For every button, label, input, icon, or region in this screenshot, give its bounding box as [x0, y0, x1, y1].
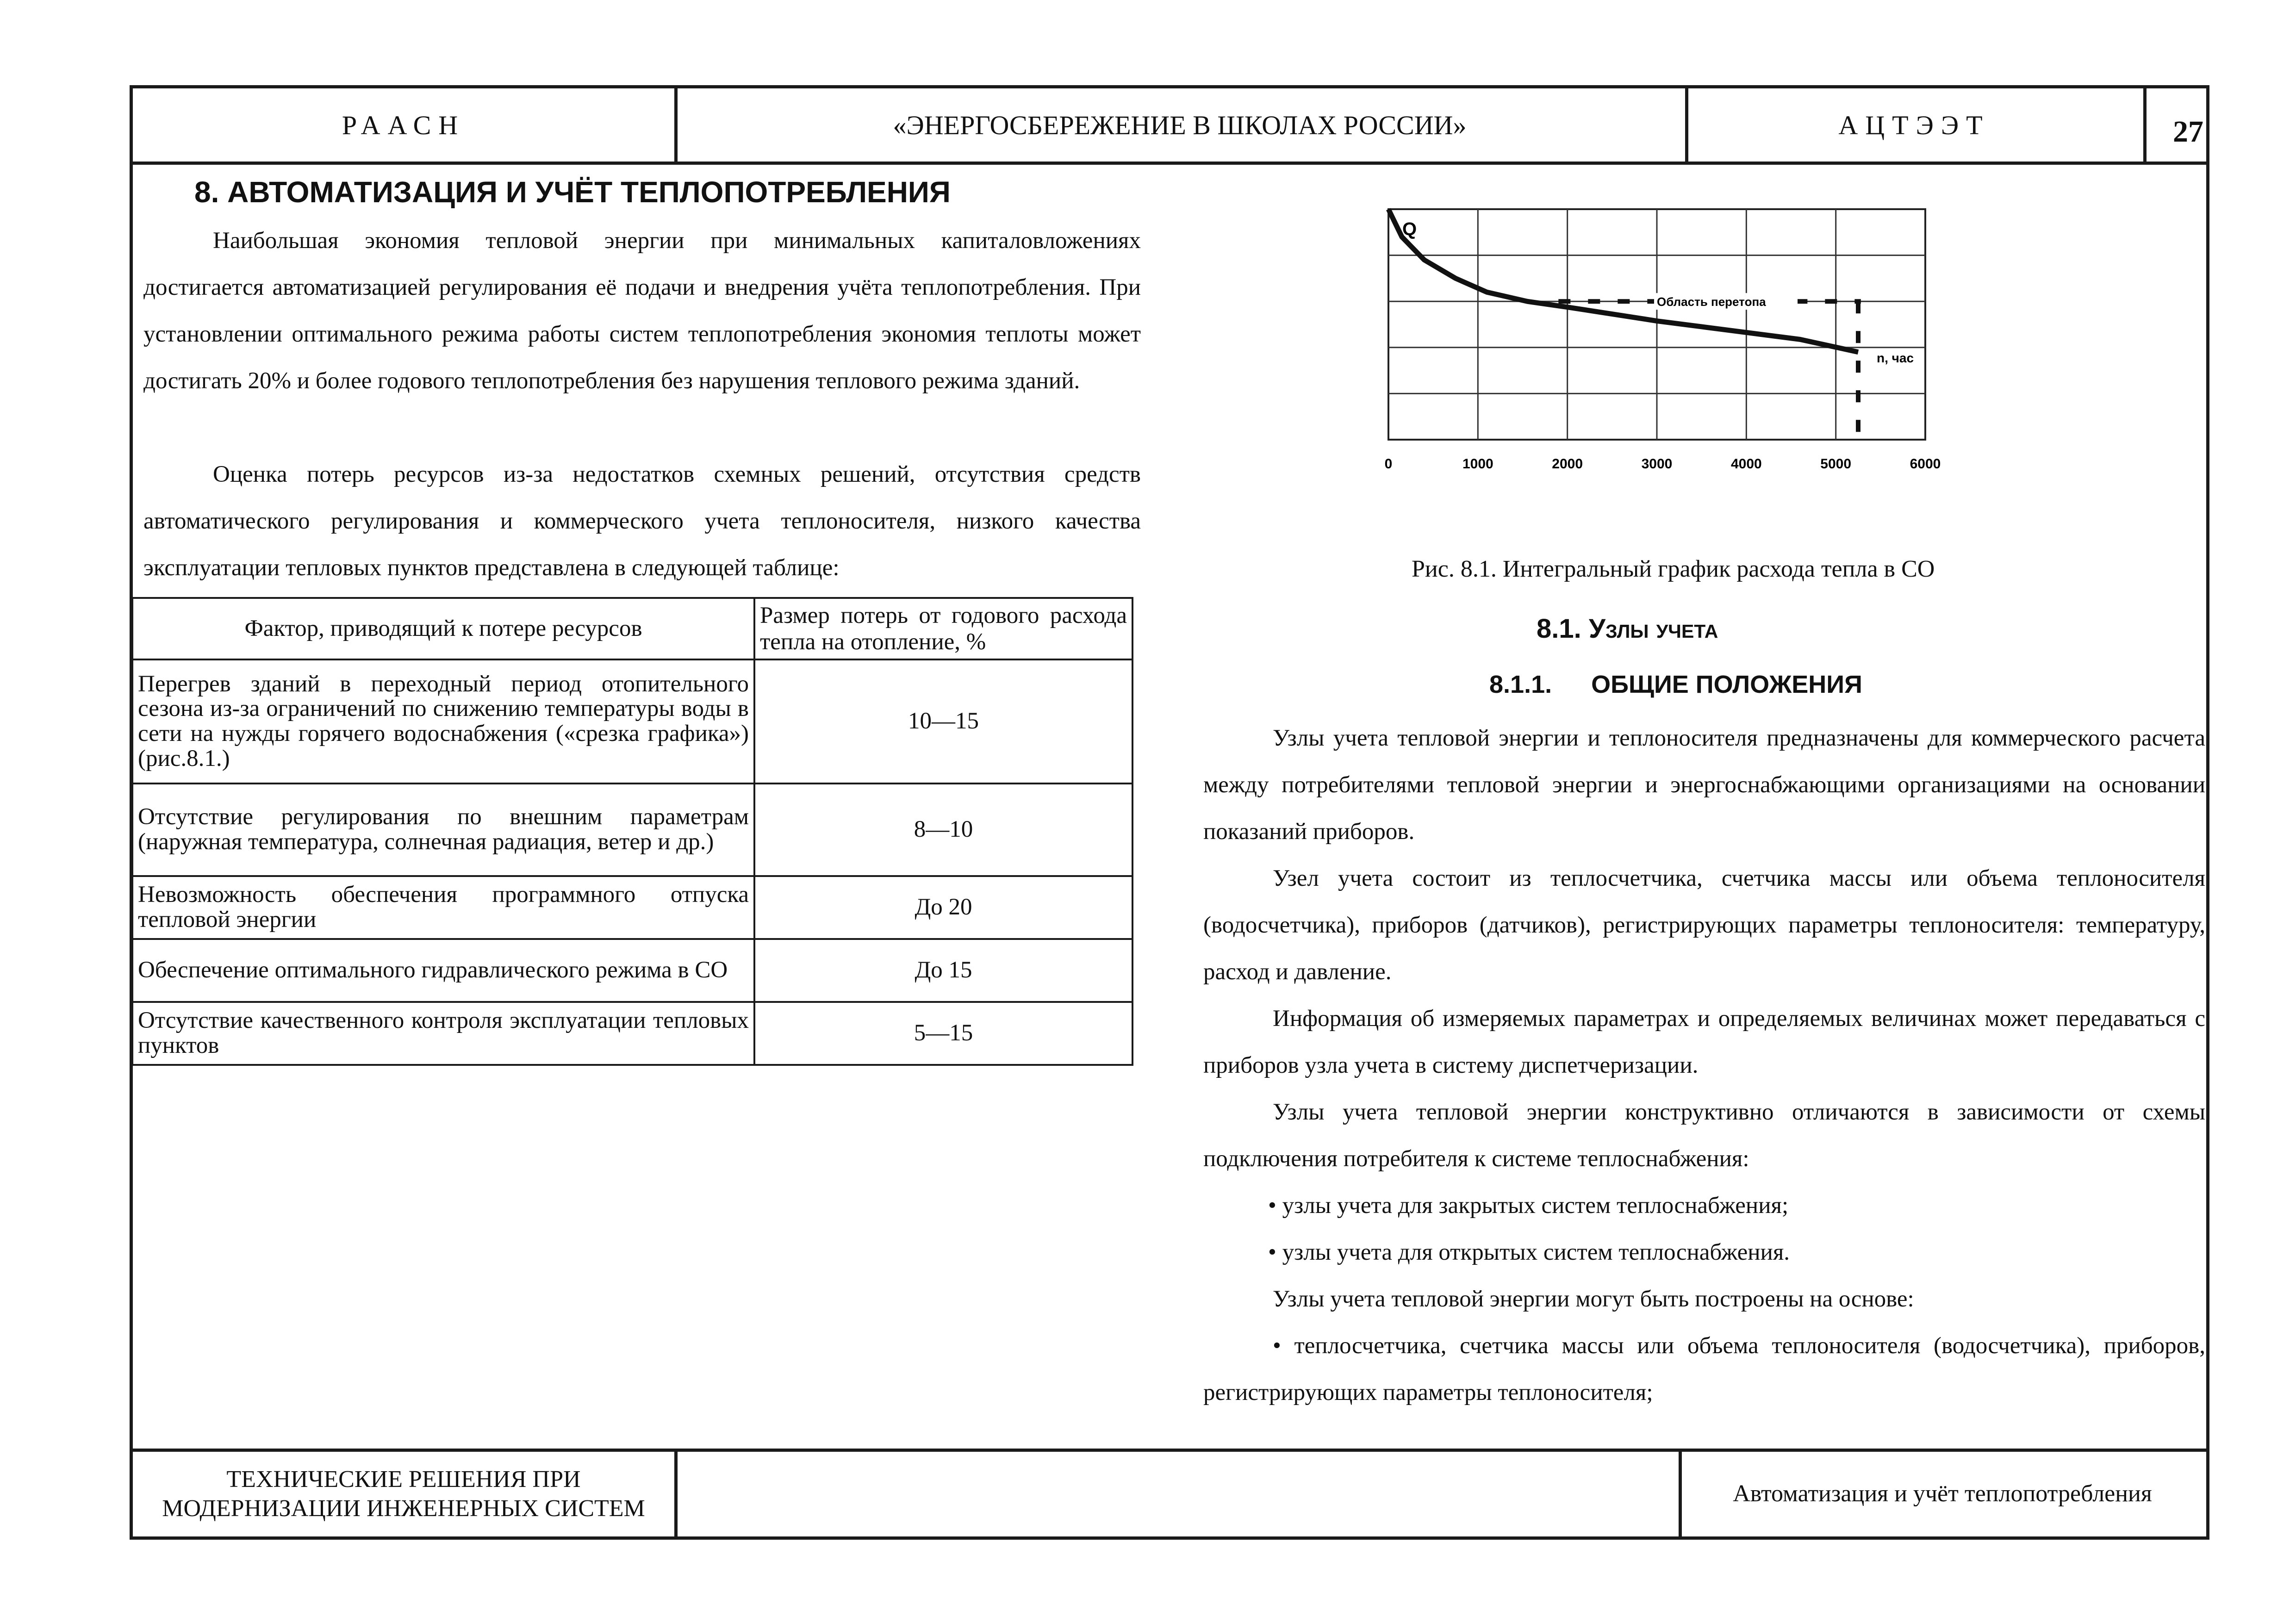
subsubsection-title: [1489, 670, 1862, 699]
table-header-factor: Фактор, приводящий к потере ресурсов: [132, 598, 754, 659]
metering-paragraph-4: Узлы учета тепловой энергии конструктивно отличаются в зависимости от схемы подключения потребителя к системе теплоснабжения:: [1203, 1099, 2205, 1172]
subsection-text: Узлы учета: [1588, 614, 1718, 644]
table-cell-factor: Перегрев зданий в переходный период отопительного сезона из-за ограничений по снижению температуры воды в сети на нужды горячего водоснабжения («срезка графика») (рис.8.1.): [132, 659, 754, 784]
bullet-open-systems: • узлы учета для открытых систем теплоснабжения.: [1268, 1239, 1790, 1265]
bullet-heat-meter: • теплосчетчика, счетчика массы или объема теплоносителя (водосчетчика), приборов, регистрирующих параметры теплоносителя;: [1203, 1333, 2205, 1405]
subsubsection-number: 8.1.1.: [1489, 671, 1552, 698]
table-row: [132, 659, 1132, 784]
footer-left: ТЕХНИЧЕСКИЕ РЕШЕНИЯ ПРИ МОДЕРНИЗАЦИИ ИНЖЕНЕРНЫХ СИСТЕМ: [162, 1466, 645, 1522]
table-cell-loss: До 15: [754, 939, 1132, 1002]
table-cell-factor: Обеспечение оптимального гидравлического режима в СО: [132, 939, 754, 1002]
table-cell-factor: Отсутствие качественного контроля эксплуатации тепловых пунктов: [132, 1002, 754, 1065]
header-right: АЦТЭЭТ: [1838, 110, 1990, 140]
x-tick-label: 5000: [1820, 456, 1852, 472]
loss-factors-table: [131, 597, 1133, 1066]
table-cell-loss: 10—15: [754, 659, 1132, 784]
x-tick-labels: [1385, 456, 1941, 472]
page-number: 27: [2173, 115, 2203, 149]
table-cell-factor: Невозможность обеспечения программного отпуска тепловой энергии: [132, 876, 754, 939]
y-axis-label: Q: [1402, 219, 1417, 239]
footer-center: [674, 1452, 1679, 1536]
series-line-q: [1388, 209, 1858, 352]
table-cell-factor: Отсутствие регулирования по внешним параметрам (наружная температура, солнечная радиация, ветер и др.): [132, 784, 754, 876]
subsection-title: [1537, 613, 1718, 644]
x-tick-label: 6000: [1910, 456, 1941, 472]
bullet-closed-systems: • узлы учета для закрытых систем теплоснабжения;: [1268, 1193, 1789, 1219]
table-row: [132, 784, 1132, 876]
metering-paragraph-5: Узлы учета тепловой энергии могут быть построены на основе:: [1273, 1286, 1914, 1312]
table-cell-loss: До 20: [754, 876, 1132, 939]
x-tick-label: 2000: [1552, 456, 1583, 472]
table-header-loss: Размер потерь от годового расхода тепла на отопление, %: [754, 598, 1132, 659]
header-center: «ЭНЕРГОСБЕРЕЖЕНИЕ В ШКОЛАХ РОССИИ»: [893, 110, 1467, 140]
metering-paragraph-1: Узлы учета тепловой энергии и теплоносителя предназначены для коммерческого расчета между потребителями тепловой энергии и энергоснабжающими организациями на основании показаний приборов.: [1203, 725, 2205, 845]
heat-consumption-chart: [1370, 204, 2046, 528]
subsubsection-text: ОБЩИЕ ПОЛОЖЕНИЯ: [1591, 671, 1862, 698]
footer-right: Автоматизация и учёт теплопотребления: [1733, 1480, 2152, 1507]
x-tick-label: 3000: [1641, 456, 1673, 472]
figure-caption: Рис. 8.1. Интегральный график расхода тепла в СО: [1412, 556, 1935, 582]
page-header: [133, 88, 2206, 165]
table-cell-loss: 8—10: [754, 784, 1132, 876]
subsection-number: 8.1.: [1537, 614, 1581, 644]
table-row: [132, 876, 1132, 939]
table-row: [132, 939, 1132, 1002]
table-row: [132, 1002, 1132, 1065]
table-cell-loss: 5—15: [754, 1002, 1132, 1065]
metering-paragraph-3: Информация об измеряемых параметрах и определяемых величинах может передаваться с приборов узла учета в систему диспетчеризации.: [1203, 1006, 2205, 1078]
x-tick-label: 4000: [1730, 456, 1762, 472]
section-title: 8. АВТОМАТИЗАЦИЯ И УЧЁТ ТЕПЛОПОТРЕБЛЕНИЯ: [194, 175, 951, 209]
page-footer: [133, 1449, 2206, 1536]
overheat-annotation: Область перетопа: [1657, 295, 1766, 309]
chart-grid: [1388, 209, 1925, 440]
x-tick-label: 0: [1384, 456, 1393, 472]
x-axis-label: n, час: [1877, 350, 1914, 365]
metering-paragraph-2: Узел учета состоит из теплосчетчика, счетчика массы или объема теплоносителя (водосчетчика), приборов (датчиков), регистрирующих параметры теплоносителя: температуру, расход и давление.: [1203, 865, 2205, 985]
intro-paragraph: Наибольшая экономия тепловой энергии при минимальных капиталовложениях достигается автоматизацией регулирования её подачи и внедрения учёта теплопотребления. При установлении оптимального режима работы систем теплопотребления экономия теплоты может достигать 20% и более годового теплопотребления без нарушения теплового режима зданий.: [143, 228, 1141, 394]
header-left: РААСН: [342, 110, 466, 140]
x-tick-label: 1000: [1462, 456, 1493, 472]
table-intro-paragraph: Оценка потерь ресурсов из-за недостатков схемных решений, отсутствия средств автоматического регулирования и коммерческого учета теплоносителя, низкого качества эксплуатации тепловых пунктов представлена в следующей таблице:: [143, 461, 1141, 581]
